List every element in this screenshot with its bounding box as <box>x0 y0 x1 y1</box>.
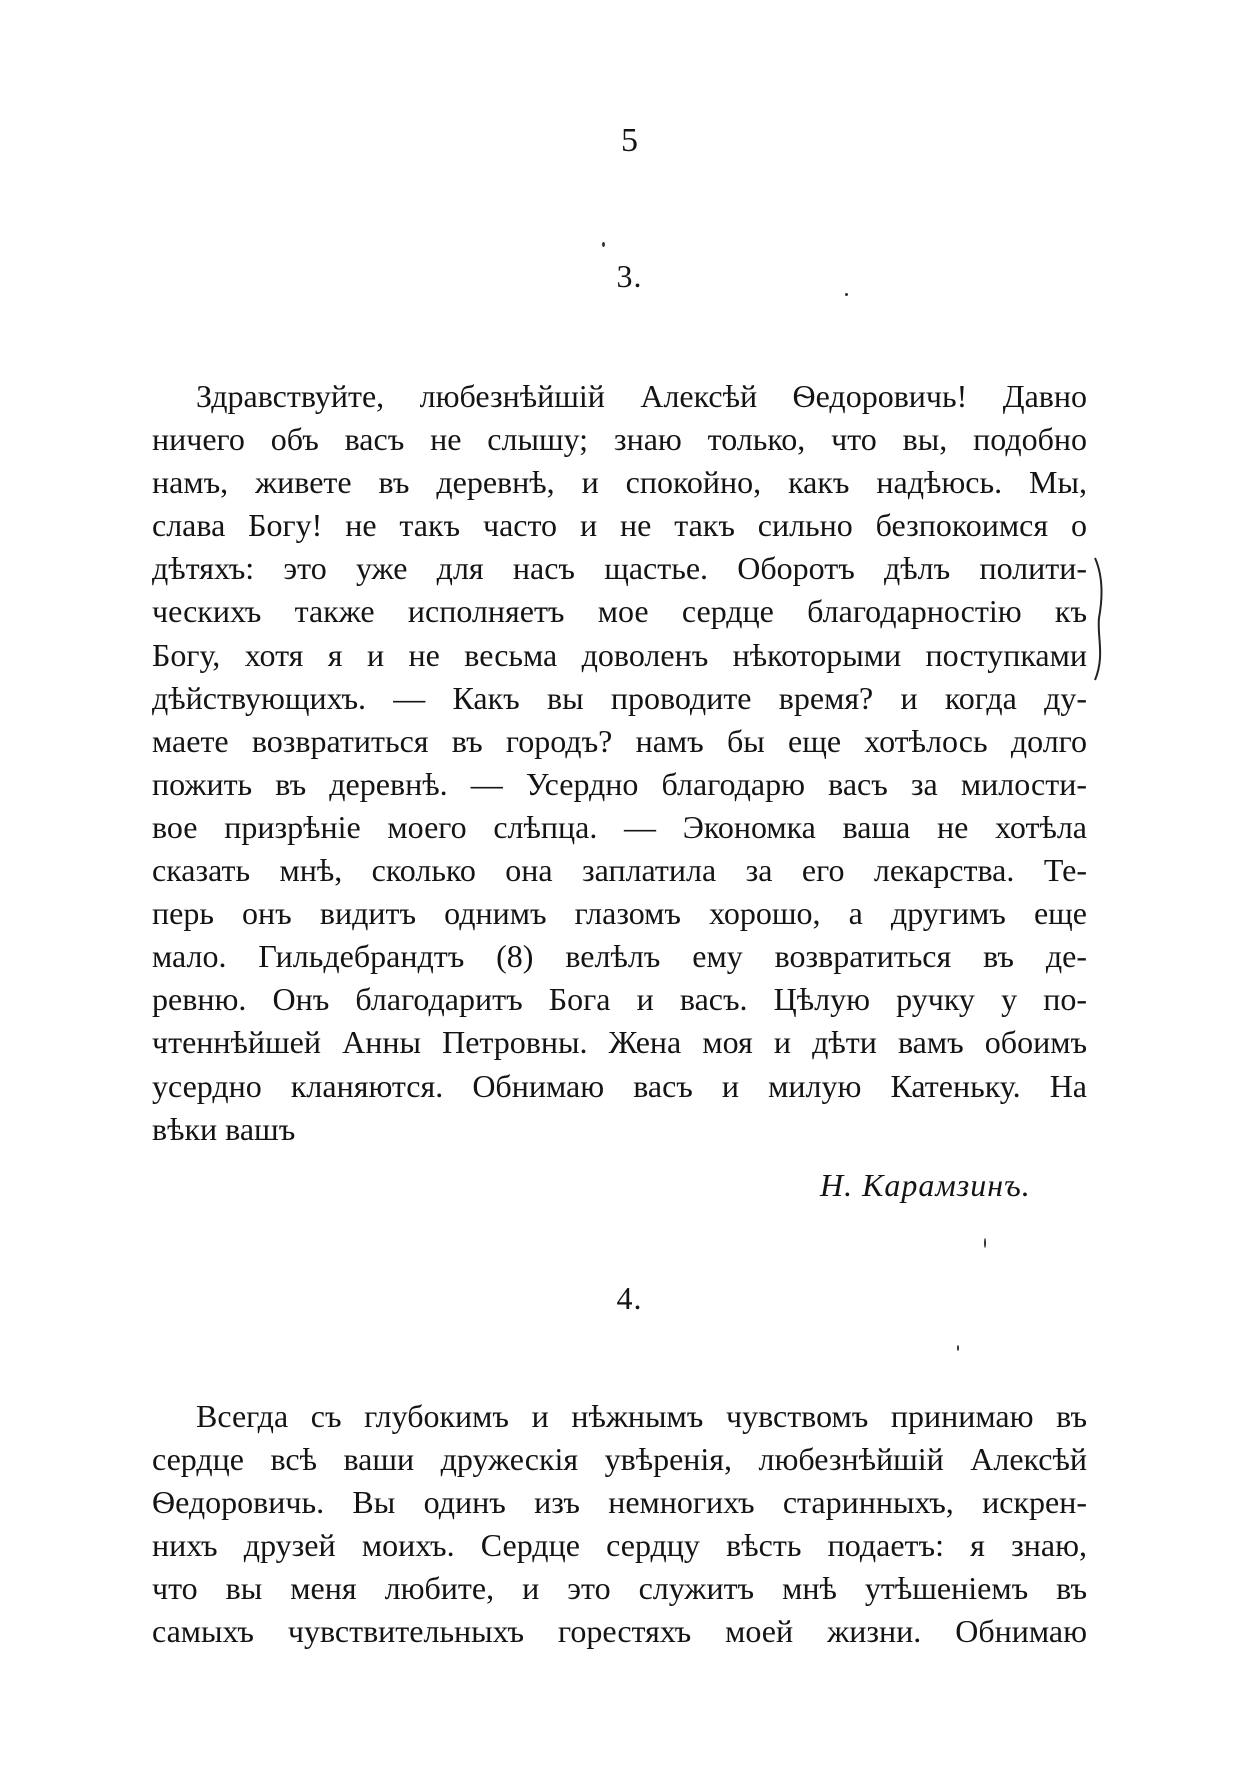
text-line: ничего объ васъ не слышу; знаю только, что вы, подобно <box>152 421 1087 458</box>
scan-speck <box>957 1345 959 1351</box>
signature: Н. Карамзинъ. <box>820 1167 1031 1203</box>
text-line: чтеннѣйшей Анны Петровны. Жена моя и дѣти вамъ обоимъ <box>152 1024 1087 1061</box>
text-line: Здравствуйте, любезнѣйшій Алексѣй Ѳедоровичь! Давно <box>196 378 1087 414</box>
text-line: маете возвратиться въ городъ? намъ бы еще хотѣлось долго <box>152 722 1087 759</box>
text-line: пожить въ деревнѣ. — Усердно благодарю васъ за милости- <box>152 765 1087 802</box>
text-line: ческихъ также исполняетъ мое сердце благодарностію къ <box>152 593 1087 630</box>
text-line: мало. Гильдебрандтъ (8) велѣлъ ему возвратиться въ де- <box>152 938 1087 975</box>
letter-body <box>152 1395 1087 1654</box>
text-line: Ѳедоровичь. Вы одинъ изъ немногихъ старинныхъ, искрен- <box>152 1484 1087 1521</box>
text-line: перь онъ видитъ однимъ глазомъ хорошо, а другимъ еще <box>152 895 1087 932</box>
page-number: 5 <box>621 122 638 159</box>
text-line: сердце всѣ ваши дружескія увѣренія, любезнѣйшій Алексѣй <box>152 1441 1087 1478</box>
scan-speck <box>984 1238 986 1248</box>
text-line: усердно кланяются. Обнимаю васъ и милую Катеньку. На <box>152 1067 1087 1104</box>
letter-number: 3. <box>616 258 643 294</box>
handwritten-bracket-mark <box>1093 556 1107 682</box>
text-line: слава Богу! не такъ часто и не такъ сильно безпокоимся о <box>152 507 1087 544</box>
scan-speck <box>845 293 848 296</box>
text-line: ревню. Онъ благодаритъ Бога и васъ. Цѣлую ручку у по- <box>152 981 1087 1018</box>
text-line: самыхъ чувствительныхъ горестяхъ моей жизни. Обнимаю <box>152 1613 1087 1650</box>
text-line: сказать мнѣ, сколько она заплатила за его лекарства. Те- <box>152 852 1087 889</box>
letter-body <box>152 375 1087 1151</box>
scan-speck <box>602 242 605 247</box>
text-line: вое призрѣніе моего слѣпца. — Экономка ваша не хотѣла <box>152 808 1087 845</box>
text-line: что вы меня любите, и это служитъ мнѣ утѣшеніемъ въ <box>152 1570 1087 1607</box>
letter-number: 4. <box>616 1280 643 1316</box>
text-line: намъ, живете въ деревнѣ, и спокойно, какъ надѣюсь. Мы, <box>152 464 1087 501</box>
text-line: Богу, хотя я и не весьма доволенъ нѣкоторыми поступками <box>152 636 1087 673</box>
text-line: дѣтяхъ: это уже для насъ щастье. Оборотъ дѣлъ полити- <box>152 550 1087 587</box>
text-line: дѣйствующихъ. — Какъ вы проводите время? и когда ду- <box>152 679 1087 716</box>
text-line: нихъ друзей моихъ. Сердце сердцу вѣсть подаетъ: я знаю, <box>152 1527 1087 1564</box>
text-line: Всегда съ глубокимъ и нѣжнымъ чувствомъ принимаю въ <box>196 1398 1087 1434</box>
text-line: вѣки вашъ <box>152 1110 296 1147</box>
